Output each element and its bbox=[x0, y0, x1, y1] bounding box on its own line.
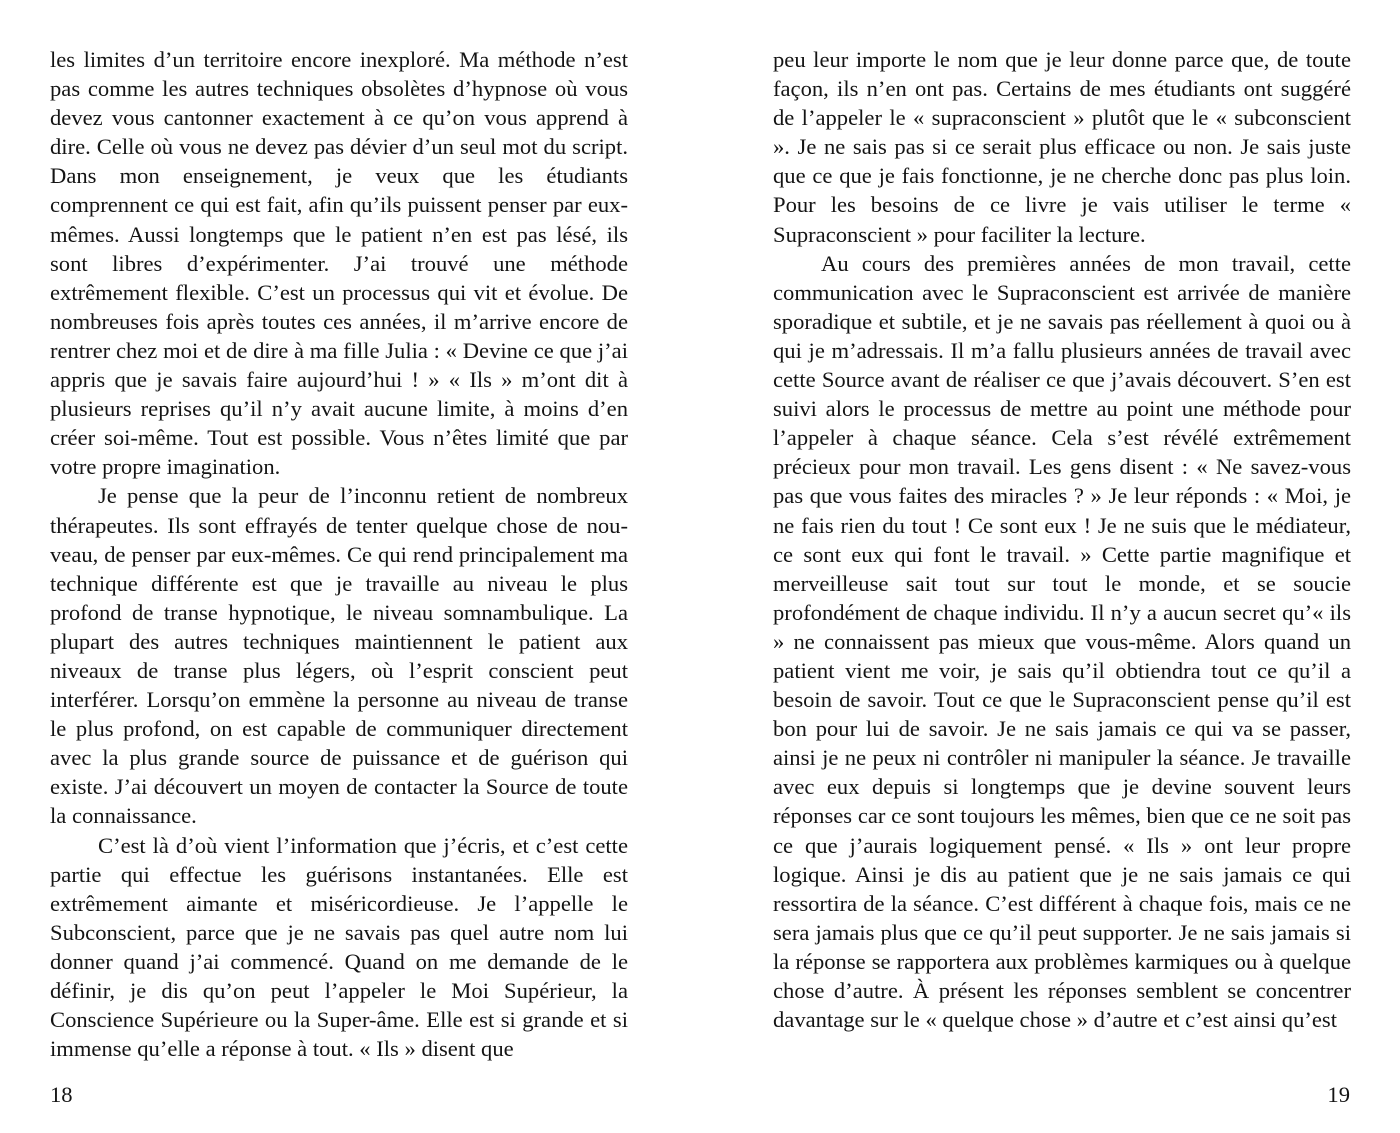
right-paragraph-2: Au cours des premières années de mon travail, cette communication avec le Supraconscient est arrivée de manière sporadique et subtile, et je ne savais pas réellement à quoi ou à qui je m’adressais. Il m’a fallu plusieurs années de travail avec cette Source avant de réaliser ce que j’avais découvert. S’en est suivi alors le processus de mettre au point une méthode pour l’appeler à chaque séance. Cela s’est révélé extrêmement précieux pour mon travail. Les gens disent : « Ne savez-vous pas que vous faites des miracles ? » Je leur réponds : « Moi, je ne fais rien du tout ! Ce sont eux ! Je ne suis que le médiateur, ce sont eux qui font le travail. » Cette partie magnifique et merveilleuse sait tout sur tout le monde, et se soucie profondément de chaque individu. Il n’y a aucun secret qu’« ils » ne connaissent pas mieux que vous-même. Alors quand un patient vient me voir, je sais qu’il obtiendra tout ce qu’il a besoin de savoir. Tout ce que le Supraconscient pense qu’il est bon pour lui de savoir. Je ne sais jamais ce qui va se passer, ainsi je ne peux ni contrôler ni manipuler la séance. Je travaille avec eux depuis si longtemps que je devine souvent leurs réponses car ce sont toujours les mêmes, bien que ce ne soit pas ce que j’aurais logiquement pensé. « Ils » ont leur propre logique. Ainsi je dis au patient que je ne sais jamais ce qui ressortira de la séance. C’est différent à chaque fois, mais ce ne sera jamais plus que ce qu’il peut supporter. Je ne sais jamais si la réponse se rapportera aux problèmes karmiques ou à quelque chose d’autre. À présent les réponses semblent se concentrer davantage sur le « quelque chose » d’autre et c’est ainsi qu’est bbox=[773, 250, 1351, 1033]
page-number-right: 19 bbox=[1327, 1082, 1350, 1107]
right-paragraph-1: peu leur importe le nom que je leur donne parce que, de toute façon, ils n’en ont pas. Certains de mes étudiants ont suggéré de l’appeler le « supraconscient » plutôt que le « subconscient ». Je ne sais pas si ce serait plus efficace ou non. Je sais juste que ce que je fais fonctionne, je ne cherche donc pas plus loin. Pour les besoins de ce livre je vais utiliser le terme « Supraconscient » pour faciliter la lecture. bbox=[773, 47, 1351, 247]
left-paragraph-1: les limites d’un territoire encore inexploré. Ma méthode n’est pas comme les autres techniques obsolètes d’hypnose où vous devez vous cantonner exactement à ce qu’on vous apprend à dire. Celle où vous ne devez pas dévier d’un seul mot du script. Dans mon enseignement, je veux que les étudiants comprennent ce qui est fait, afin qu’ils puissent penser par eux-mêmes. Aussi longtemps que le patient n’en est pas lésé, ils sont libres d’expérimenter. J’ai trouvé une méthode extrêmement flexible. C’est un processus qui vit et évolue. De nombreuses fois après toutes ces années, il m’arrive encore de rentrer chez moi et de dire à ma fille Julia : « Devine ce que j’ai appris que je savais faire aujourd’hui ! » « Ils » m’ont dit à plusieurs reprises qu’il n’y avait aucune limite, à moins d’en créer soi-même. Tout est possible. Vous n’êtes limité que par votre propre imagination. bbox=[50, 47, 628, 480]
left-page bbox=[50, 45, 628, 1063]
right-page bbox=[773, 45, 1351, 1034]
page-number-left: 18 bbox=[50, 1082, 73, 1107]
left-paragraph-3: C’est là d’où vient l’information que j’écris, et c’est cette partie qui effectue les guérisons instantanées. Elle est extrêmement aimante et miséricordieuse. Je l’appelle le Subconscient, parce que je ne savais pas quel autre nom lui donner quand j’ai commencé. Quand on me demande de le définir, je dis qu’on peut l’appeler le Moi Supérieur, la Conscience Supérieure ou la Super-âme. Elle est si grande et si immense qu’elle a réponse à tout. « Ils » disent que bbox=[50, 832, 628, 1062]
left-paragraph-2: Je pense que la peur de l’inconnu retient de nombreux thérapeutes. Ils sont effrayés de tenter quelque chose de nouveau, de penser par eux-mêmes. Ce qui rend principalement ma technique différente est que je travaille au niveau le plus profond de transe hypnotique, le niveau somnambulique. La plupart des autres techniques maintiennent le patient aux niveaux de transe plus légers, où l’esprit conscient peut interférer. Lorsqu’on emmène la personne au niveau de transe le plus profond, on est capable de communiquer directement avec la plus grande source de puissance et de guérison qui existe. J’ai découvert un moyen de contacter la Source de toute la connaissance. bbox=[50, 483, 628, 829]
